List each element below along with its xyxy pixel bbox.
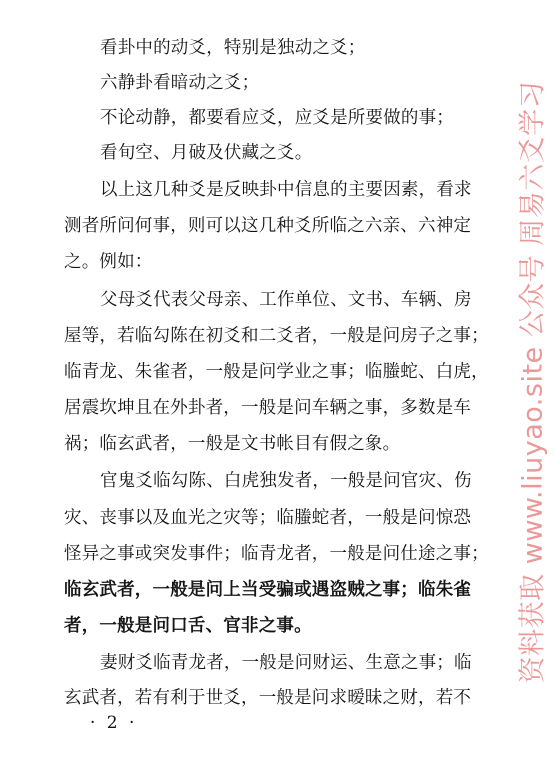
text-line: 者，一般是问口舌、官非之事。	[64, 616, 312, 636]
text-line: 祸；临玄武者，一般是文书帐目有假之象。	[64, 434, 401, 454]
text-line: 居震坎坤且在外卦者，一般是问车辆之事，多数是车	[64, 398, 472, 418]
text-line: 以上这几种爻是反映卦中信息的主要因素，看求	[100, 180, 472, 200]
text-line: 不论动静，都要看应爻，应爻是所要做的事；	[100, 108, 454, 128]
text-line: 临青龙、朱雀者，一般是问学业之事；临螣蛇、白虎，	[64, 362, 489, 382]
text-line: 灾、丧事以及血光之灾等；临螣蛇者，一般是问惊恐	[64, 508, 472, 528]
text-line: 怪异之事或突发事件；临青龙者，一般是问仕途之事；	[64, 544, 489, 564]
text-line: 屋等，若临勾陈在初爻和二爻者，一般是问房子之事；	[64, 326, 489, 346]
text-line: 玄武者，若有利于世爻，一般是问求暧昧之财，若不	[64, 688, 472, 708]
text-line: 临玄武者，一般是问上当受骗或遇盗贼之事；临朱雀	[64, 580, 472, 600]
text-line: 妻财爻临青龙者，一般是问财运、生意之事；临	[100, 653, 472, 673]
text-line: 六静卦看暗动之爻；	[100, 73, 260, 93]
text-line: 官鬼爻临勾陈、白虎独发者，一般是问官灾、伤	[100, 471, 472, 491]
text-line: 测者所问何事，则可以这几种爻所临之六亲、六神定	[64, 216, 472, 236]
text-line: 之。例如：	[64, 252, 153, 272]
page-number: · 2 ·	[90, 713, 138, 733]
text-line: 父母爻代表父母亲、工作单位、文书、车辆、房	[100, 290, 472, 310]
watermark-text: 资料获取 www.liuyao.site 公众号 周易六爻学习	[517, 80, 549, 684]
text-line: 看卦中的动爻，特别是独动之爻；	[100, 38, 366, 58]
text-line: 看旬空、月破及伏藏之爻。	[100, 143, 313, 163]
